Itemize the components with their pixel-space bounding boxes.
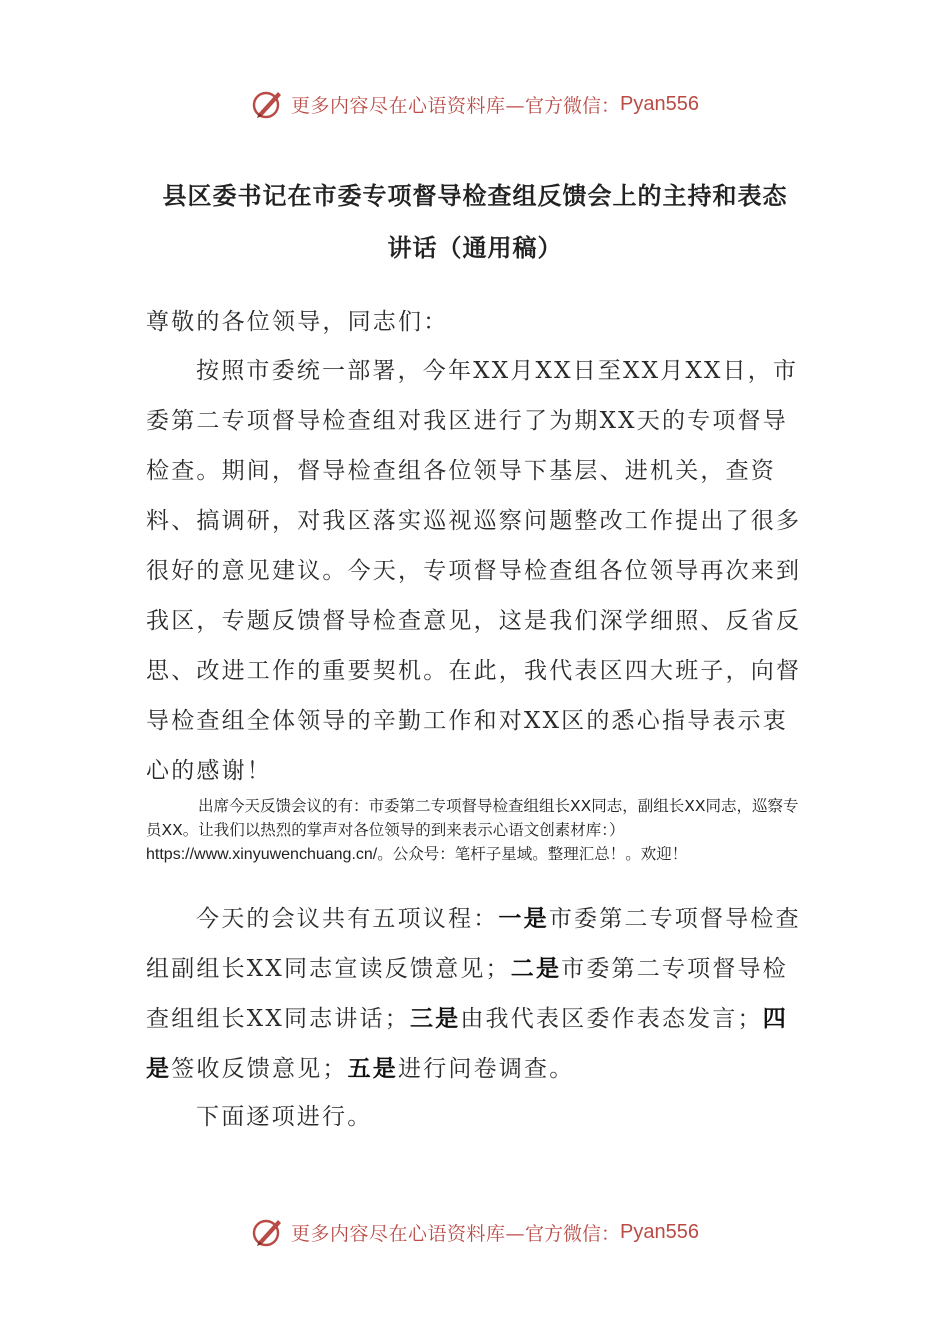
agenda-item-text: 进行问卷调查。 xyxy=(398,1056,575,1082)
banner-wechat-label: 官方微信： xyxy=(525,94,621,117)
banner-wechat-label: 官方微信： xyxy=(525,1222,621,1245)
agenda-item-text: 由我代表区委作表态发言； xyxy=(460,1006,763,1032)
agenda-item-text: 市委第二专项督导检查组组长XX同志讲话； xyxy=(146,956,788,1032)
agenda-item-label: 四是 xyxy=(146,1006,788,1082)
document-title-line-1: 县区委书记在市委专项督导检查组反馈会上的主持和表态 xyxy=(162,182,788,210)
paragraph-closing: 下面逐项进行。 xyxy=(196,1104,373,1130)
agenda-item-text: 签收反馈意见； xyxy=(171,1056,348,1082)
footer-banner xyxy=(0,1212,950,1252)
agenda-item-label: 二是 xyxy=(510,956,562,982)
pen-logo-icon xyxy=(251,1215,285,1249)
source-link[interactable]: https://www.xinyuwenchuang.cn/ xyxy=(146,846,378,863)
paragraph-attendees xyxy=(146,794,810,867)
paragraph-opening: 按照市委统一部署，今年XX月XX日至XX月XX日，市委第二专项督导检查组对我区进行了为期XX天的专项督导检查。期间，督导检查组各位领导下基层、进机关，查资料、搞调研，对我区落实巡视巡察问题整改工作提出了很多很好的意见建议。今天，专项督导检查组各位领导再次来到我区，专题反馈督导检查意见，这是我们深学细照、反省反思、改进工作的重要契机。在此，我代表区四大班子，向督导检查组全体领导的辛勤工作和对XX区的悉心指导表示衷心的感谢！ xyxy=(146,358,802,784)
agenda-item-text: 市委第二专项督导检查组副组长XX同志宣读反馈意见； xyxy=(146,906,801,982)
attendees-text: 出席今天反馈会议的有：市委第二专项督导检查组组长XX同志，副组长XX同志，巡察专员XX。让我们以热烈的掌声对各位领导的到来表示心语文创素材库：） xyxy=(146,797,799,839)
banner-wechat-id: Pyan556 xyxy=(620,92,699,115)
attendees-text-end: 。公众号：笔杆子星域。整理汇总！。欢迎！ xyxy=(377,845,688,863)
banner-text: 更多内容尽在心语资料库— xyxy=(291,1222,526,1245)
pen-logo-icon xyxy=(251,87,285,121)
agenda-item-label: 一是 xyxy=(498,906,549,932)
agenda-item-label: 三是 xyxy=(409,1006,461,1032)
agenda-item-label: 五是 xyxy=(347,1056,399,1082)
salutation: 尊敬的各位领导，同志们： xyxy=(146,309,449,335)
document-title-line-2: 讲话（通用稿） xyxy=(387,234,563,262)
banner-wechat-id: Pyan556 xyxy=(620,1220,699,1243)
agenda-intro: 今天的会议共有五项议程： xyxy=(196,906,499,932)
header-banner xyxy=(0,84,950,124)
paragraph-agenda xyxy=(146,894,806,1094)
banner-text: 更多内容尽在心语资料库— xyxy=(291,94,526,117)
